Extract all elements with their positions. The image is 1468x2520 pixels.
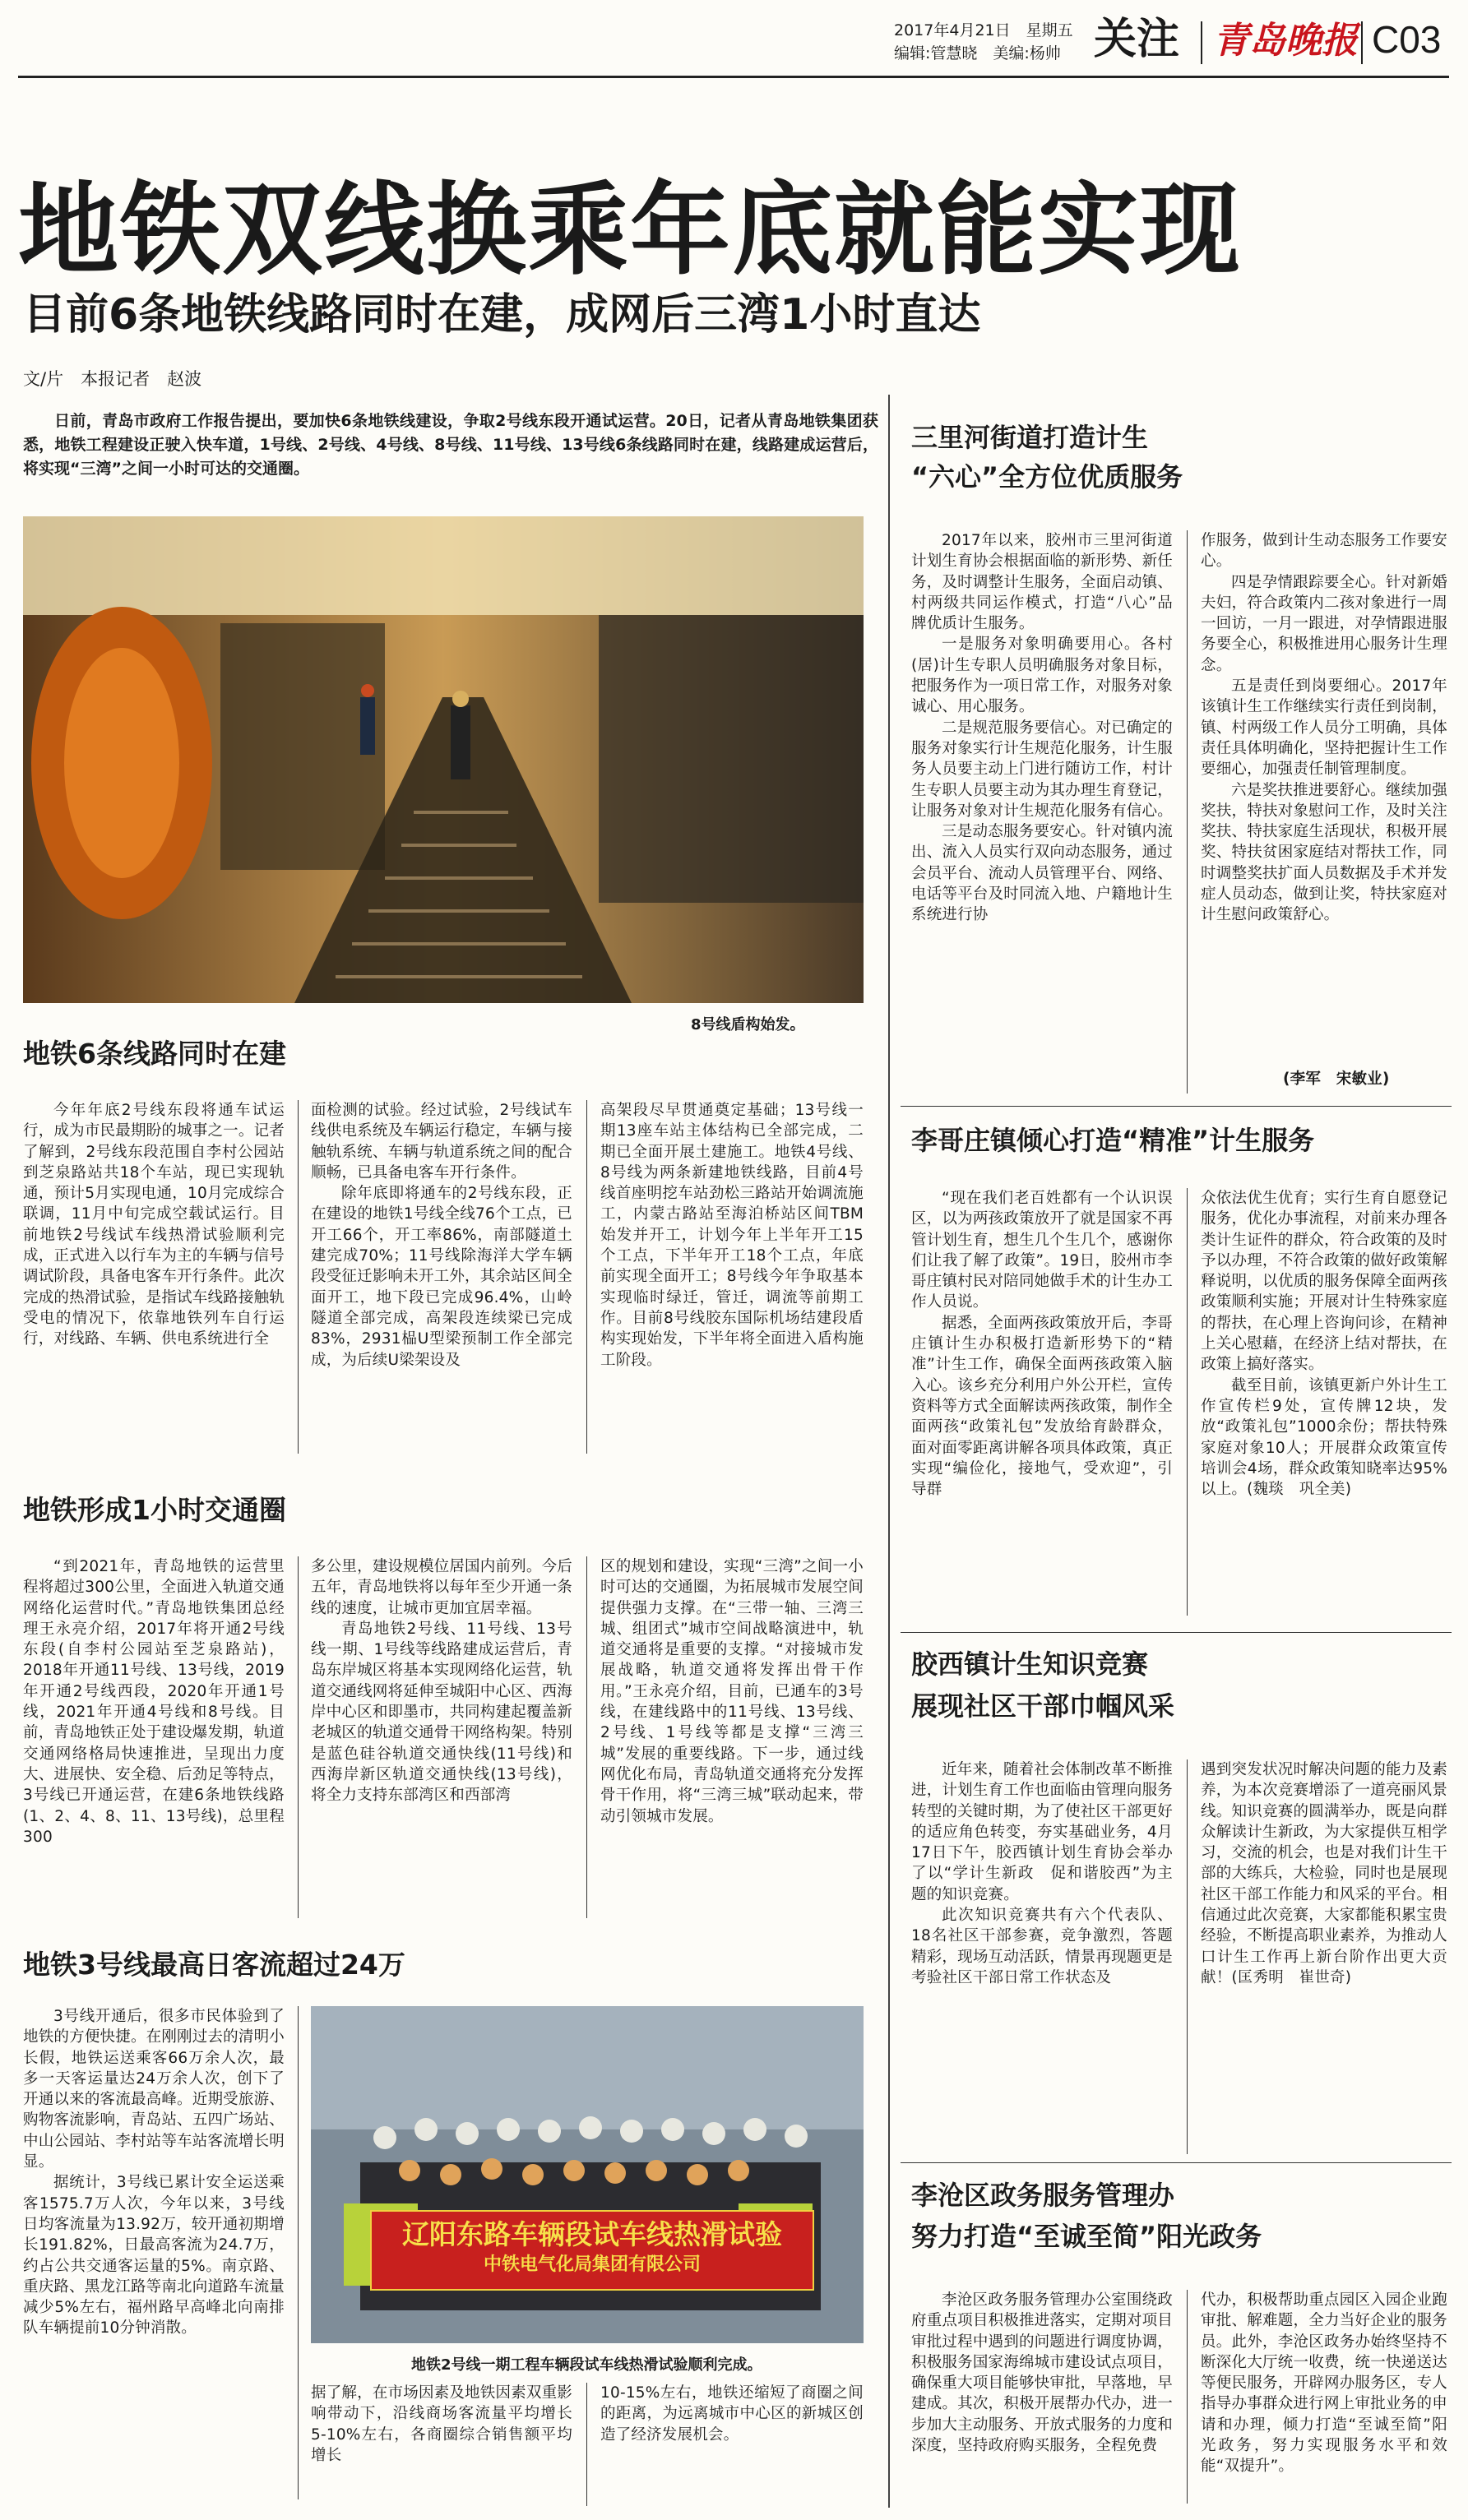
headline: 地铁双线换乘年底就能实现 — [18, 172, 1242, 289]
col-divider — [1187, 2290, 1188, 2504]
byline: 文/片 本报记者 赵波 — [23, 369, 202, 389]
right4-colB: 代办，积极帮助重点园区入园企业跑审批、解难题，全力当好企业的服务员。此外，李沧区政务办始终坚持不断深化大厅统一收费，统一快递送达等便民服务，开辟网办服务区，专人指导办事群众进行网上审批业务的申请和办理，倾力打造“至诚至简”阳光政务，努力实现服务水平和效能“双提升”。 — [1201, 2291, 1447, 2476]
right1-author: (李军 宋敏业) — [1283, 1070, 1390, 1088]
col-divider — [1187, 530, 1188, 1094]
col-divider — [586, 2383, 587, 2506]
rule — [901, 1106, 1452, 1107]
right1-colA: 2017年以来，胶州市三里河街道计划生育协会根据面临的新形势、新任务，及时调整计生服务，全面启动镇、村两级共同运作模式，打造“八心”品牌优质计生服务。 一是服务对象明确要用心。各村(居)计生专职人员明确服务对象目标，把服务作为一项日常工作，对服务对象诚心、用心服务。 二是规范服务要信心。对已确定的服务对象实行计生规范化服务，计生服务人员要主动上门进行随访工作，村计生专职人员要主动为其办理生育登记，让服务对象对计生规范化服务有信心。 三是动态服务要安心。针对镇内流出、流入人员实行双向动态服务，通过会员平台、流动人员管理平台、网络、电话等平台及时同流入地、户籍地计生系统进行协 — [911, 532, 1173, 924]
photo2-banner — [370, 2210, 814, 2291]
page-number: C03 — [1372, 18, 1442, 61]
banner-subtitle: 中铁电气化局集团有限公司 — [483, 2254, 701, 2275]
newspaper-logo: 青岛晚报 — [1213, 20, 1358, 62]
right1-colB: 作服务，做到计生动态服务工作要安心。 四是孕情跟踪要全心。针对新婚夫妇，符合政策内二孩对象进行一周一回访，一月一跟进，对孕情跟进服务要全心，积极推进用心服务计生理念。 五是责任到岗要细心。2017年该镇计生工作继续实行责任到岗制，镇、村两级工作人员分工明确，具体责任具体明确化，坚持把握计生工作要细心，加强责任制管理制度。 六是奖扶推进要舒心。继续加强奖扶，特扶对象慰问工作，及时关注奖扶、特扶家庭生活现状，积极开展奖、特扶贫困家庭结对帮扶工作，同时调整奖扶扩面人员数据及手术并发症人员动态，做到让奖，特扶家庭对计生慰问政策舒心。 — [1201, 532, 1447, 924]
section2-col3: 区的规划和建设，实现“三湾”之间一小时可达的交通圈，为拓展城市发展空间提供强力支撑。在“三带一轴、三湾三城、组团式”城市空间战略演进中，轨道交通将是重要的支撑。“对接城市发展战略，轨道交通将发挥出骨干作用。”王永亮介绍，目前，已通车的3号线，在建线路中的11号线、13号线、2号线、1号线等都是支撑“三湾三城”发展的重要线路。下一步，通过线网优化布局，青岛轨道交通将充分发挥骨干作用，将“三湾三城”联动起来，带动引领城市发展。 — [600, 1558, 864, 1825]
section2-col1: “到2021年，青岛地铁的运营里程将超过300公里，全面进入轨道交通网络化运营时代。”青岛地铁集团总经理王永亮介绍，2017年将开通2号线东段(自李村公园站至芝泉路站)，2018年开通11号线、13号线，2019年开通2号线西段，2020年开通1号线，2021年开通4号线和8号线。目前，青岛地铁正处于建设爆发期，轨道交通网络格局快速推进，呈现出力度大、进展快、安全稳、后劲足等特点，3号线已开通运营，在建6条地铁线路(1、2、4、8、11、13号线)，总里程300 — [23, 1558, 285, 1846]
subheadline: 目前6条地铁线路同时在建，成网后三湾1小时直达 — [23, 290, 981, 340]
col-divider — [1187, 1188, 1188, 1616]
col-divider — [1187, 1759, 1188, 2154]
masthead-rule — [18, 76, 1449, 78]
right3-title-line2: 展现社区干部巾帼风采 — [911, 1690, 1175, 1722]
photo2-caption: 地铁2号线一期工程车辆段试车线热滑试验顺利完成。 — [411, 2356, 762, 2374]
issue-date: 2017年4月21日 星期五 — [894, 21, 1073, 39]
rule — [901, 2162, 1452, 2163]
tunnel-photo — [23, 516, 864, 1003]
masthead-divider — [1201, 21, 1202, 64]
right-column-divider — [888, 395, 890, 2508]
right4-colA: 李沧区政务服务管理办公室围绕政府重点项目积极推进落实，定期对项目审批过程中遇到的问题进行调度协调，积极服务国家海绵城市建设试点项目，确保重大项目能够快审批，早落地，早建成。其次，积极开展帮办代办，进一步加大主动服务、开放式服务的力度和深度，坚持政府购买服务，全程免费 — [911, 2291, 1173, 2455]
right2-colB: 众依法优生优育；实行生育自愿登记服务，优化办事流程，对前来办理各类计生证件的群众，符合政策的及时予以办理，不符合政策的做好政策解释说明，以优质的服务保障全面两孩政策顺利实施；开展对计生特殊家庭的帮扶，在心理上咨询问诊，在精神上关心慰藉，在经济上结对帮扶，在政策上搞好落实。 截至目前，该镇更新户外计生工作宣传栏9处，宣传牌12块，发放“政策礼包”1000余份；帮扶特殊家庭对象10人；开展群众政策宣传培训会4场，群众政策知晓率达95%以上。(魏琰 巩全美) — [1201, 1190, 1447, 1499]
col-divider — [586, 1100, 587, 1454]
section3-col3: 10-15%左右，地铁还缩短了商圈之间的距离，为远离城市中心区的新城区创造了经济发展机会。 — [600, 2384, 864, 2444]
section2-col2: 多公里，建设规模位居国内前列。今后五年，青岛地铁将以每年至少开通一条线的速度，让城市更加宜居幸福。 青岛地铁2号线、11号线、13号线一期、1号线等线路建成运营后，青岛东岸城区将基本实现网络化运营，轨道交通线网将延伸至城阳中心区、西海岸中心区和即墨市，共同构建起覆盖新老城区的轨道交通骨干网络构架。特别是蓝色硅谷轨道交通快线(11号线)和西海岸新区轨道交通快线(13号线)，将全力支持东部湾区和西部湾 — [311, 1558, 572, 1805]
group-photo — [311, 2006, 864, 2343]
right3-colA: 近年来，随着社会体制改革不断推进，计划生育工作也面临由管理向服务转型的关键时期，为了使社区干部更好的适应角色转变，夯实基础业务，4月17日下午，胶西镇计划生育协会举办了以“学计生新政 促和谐胶西”为主题的知识竞赛。 此次知识竞赛共有六个代表队、18名社区干部参赛，竞争激烈，答题精彩，现场互动活跃，情景再现题更是考验社区干部日常工作状态及 — [911, 1761, 1173, 1986]
right3-title-line1: 胶西镇计生知识竞赛 — [911, 1648, 1149, 1680]
right2-colA: “现在我们老百姓都有一个认识误区，以为两孩政策放开了就是国家不再管计划生育，想生几个生几个，感谢你们让我了解了政策”。19日，胶州市李哥庄镇村民对陪同她做手术的计生办工作人员说。 据悉，全面两孩政策放开后，李哥庄镇计生办积极打造新形势下的“精准”计生工作，确保全面两孩政策入脑入心。该乡充分利用户外公开栏，宣传资料等方式全面解读两孩政策，制作全面两孩“政策礼包”发放给育龄群众，面对面零距离讲解各项具体政策，真正实现“编俭化，接地气，受欢迎”，引导群 — [911, 1190, 1173, 1499]
rule — [901, 1632, 1452, 1633]
right1-title-line2: “六心”全方位优质服务 — [911, 461, 1183, 492]
right1-title-line1: 三里河街道打造计生 — [911, 422, 1149, 453]
col-divider — [298, 2006, 299, 2499]
section1-heading: 地铁6条线路同时在建 — [23, 1038, 286, 1070]
section2-heading: 地铁形成1小时交通圈 — [23, 1494, 286, 1526]
editors-credit: 编辑:管慧晓 美编:杨帅 — [894, 44, 1061, 62]
section1-col1: 今年年底2号线东段将通车试运行，成为市民最期盼的城事之一。记者了解到，2号线东段范围自李村公园站到芝泉路站共18个车站，现已实现轨通，预计5月实现电通，10月完成综合联调，11月中旬完成空载试运行。目前地铁2号线试车线热滑试验顺利完成，正式进入以行车为主的车辆与信号调试阶段，具备电客车开行条件。此次完成的热滑试验，是指试车线路接触轨受电的情况下，依靠地铁列车自行运行，对线路、车辆、供电系统进行全 — [23, 1102, 285, 1348]
right4-title-line2: 努力打造“至诚至简”阳光政务 — [911, 2221, 1262, 2252]
col-divider — [298, 1556, 299, 1918]
right2-title: 李哥庄镇倾心打造“精准”计生服务 — [911, 1125, 1315, 1156]
section-label: 关注 — [1094, 15, 1180, 64]
section3-col2: 据了解，在市场因素及地铁因素双重影响带动下，沿线商场客流量平均增长5-10%左右，各商圈综合销售额平均增长 — [311, 2384, 572, 2464]
right4-title-line1: 李沧区政务服务管理办 — [911, 2180, 1175, 2211]
lead-paragraph: 日前，青岛市政府工作报告提出，要加快6条地铁线建设，争取2号线东段开通试运营。20日，记者从青岛地铁集团获悉，地铁工程建设正驶入快车道，1号线、2号线、4号线、8号线、11号线、13号线6条线路同时在建，线路建成运营后，将实现“三湾”之间一小时可达的交通圈。 — [23, 412, 878, 478]
photo1-caption: 8号线盾构始发。 — [691, 1016, 805, 1033]
col-divider — [298, 1100, 299, 1454]
section3-heading: 地铁3号线最高日客流超过24万 — [23, 1949, 405, 1981]
section1-col2: 面检测的试验。经过试验，2号线试车线供电系统及车辆运行稳定，车辆与接触轨系统、车辆与轨道系统之间的配合顺畅，已具备电客车开行条件。 除年底即将通车的2号线东段，正在建设的地铁1号线全线76个工点，已开工66个，开工率86%，南部隧道土建完成70%；11号线除海洋大学车辆段受征迁影响未开工外，其余站区间全面开工，地下段已完成96.4%，山岭隧道全部完成，高架段连续梁已完成83%，2931榀U型梁预制工作全部完成，为后续U梁架设及 — [311, 1102, 572, 1369]
banner-title: 辽阳东路车辆段试车线热滑试验 — [402, 2218, 782, 2250]
section3-col1: 3号线开通后，很多市民体验到了地铁的方便快捷。在刚刚过去的清明小长假，地铁运送乘客66万余人次，最多一天客运量达24万余人次，创下了开通以来的客流最高峰。近期受旅游、购物客流影响，青岛站、五四广场站、中山公园站、李村站等车站客流增长明显。 据统计，3号线已累计安全运送乘客1575.7万人次，今年以来，3号线日均客流量为13.92万，较开通初期增长191.82%，日最高客流为24.7万，约占公共交通客运量的5%。南京路、重庆路、黑龙江路等南北向道路车流量减少5%左右，福州路早高峰北向南排队车辆提前10分钟消散。 — [23, 2008, 285, 2337]
masthead-divider-2 — [1361, 21, 1363, 64]
right3-colB: 遇到突发状况时解决问题的能力及素养，为本次竞赛增添了一道亮丽风景线。知识竞赛的圆满举办，既是向群众解读计生新政，为大家提供互相学习，交流的机会，也是对我们计生干部的大练兵，大检验，同时也是展现社区干部工作能力和风采的平台。相信通过此次竞赛，大家都能积累宝贵经验，不断提高职业素养，为推动人口计生工作再上新台阶作出更大贡献！(匡秀明 崔世奇) — [1201, 1761, 1447, 1986]
col-divider — [586, 1556, 587, 1918]
section1-col3: 高架段尽早贯通奠定基础；13号线一期13座车站主体结构已全部完成，二期已全面开展土建施工。地铁4号线、8号线为两条新建地铁线路，目前4号线首座明挖车站劲松三路站开始调流施工，内蒙古路站至海泊桥站区间TBM始发并开工，计划今年上半年开工15个工点，下半年开工18个工点，年底前实现全面开工；8号线今年争取基本实现临时绿迁，管迁，调流等前期工作。目前8号线胶东国际机场结建段盾构实现始发，下半年将全面进入盾构施工阶段。 — [600, 1102, 864, 1369]
